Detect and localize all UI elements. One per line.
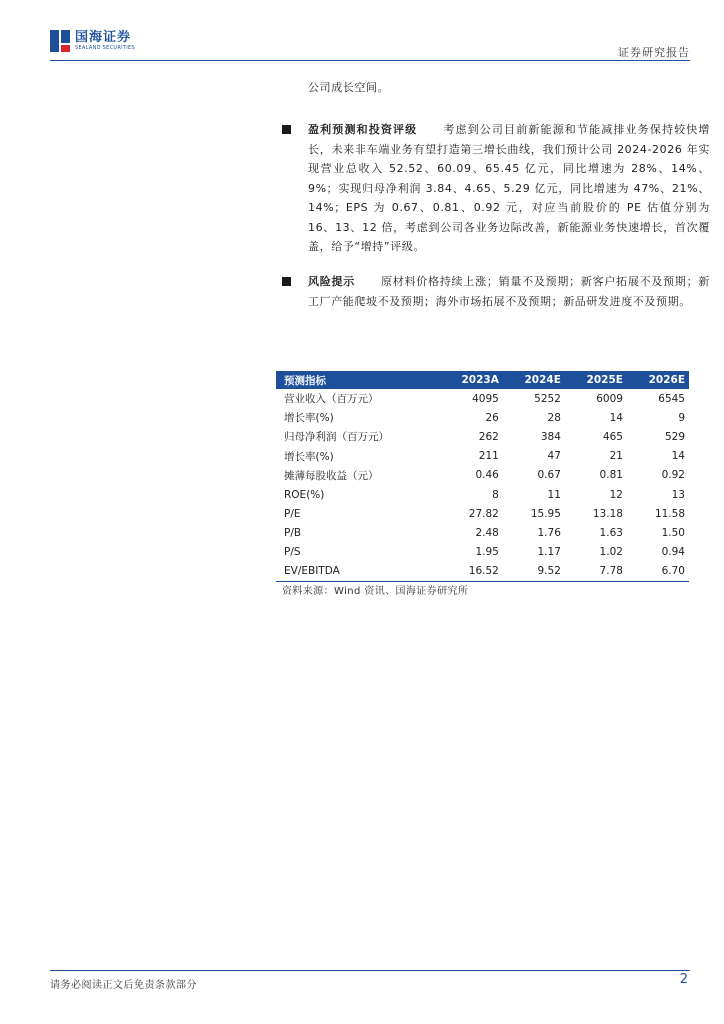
page-number: 2 — [679, 972, 688, 987]
table-cell: 6545 — [658, 392, 685, 405]
logo-name-cn: 国海证券 — [75, 30, 132, 45]
table-cell: 14 — [671, 450, 685, 463]
page-header — [50, 28, 690, 64]
risk-paragraph — [282, 272, 710, 311]
table-cell: 21 — [609, 450, 623, 463]
table-row — [276, 504, 689, 523]
table-cell: 归母净利润（百万元） — [284, 431, 389, 444]
table-cell: 465 — [602, 430, 623, 443]
table-cell: 2.48 — [475, 526, 499, 539]
table-cell: 1.95 — [475, 546, 499, 559]
table-cell: 28 — [547, 411, 561, 424]
table-cell: 384 — [540, 430, 561, 443]
table-cell: 1.76 — [537, 526, 561, 539]
table-cell: 529 — [664, 430, 685, 443]
table-cell: 8 — [492, 488, 499, 501]
risk-text: 原材料价格持续上涨；销量不及预期；新客户拓展不及预期；新工厂产能爬坡不及预期；海外市场拓展不及预期；新品研发进度不及预期。 — [308, 275, 710, 308]
forecast-text: 考虑到公司目前新能源和节能减排业务保持较快增长，未来非车端业务有望打造第三增长曲线，我们预计公司 2024-2026 年实现营业总收入 52.52、60.09、65.45 亿元，同比增速为 28%、14%、9%；实现归母净利润 3.84、4.65、5.29 亿元，同比增速为 47%、21%、14%；EPS 为 0.67、0.81、0.92 元，对应当前股价的 PE 估值分别为 16、13、12 倍，考虑到公司各业务边际改善，新能源业务快速增长，首次覆盖，给予“增持”评级。 — [308, 123, 710, 253]
table-cell: P/S — [284, 546, 301, 559]
table-cell: 1.02 — [599, 546, 623, 559]
table-cell: 13.18 — [592, 507, 623, 520]
table-row — [276, 447, 689, 466]
table-cell: 9 — [678, 411, 685, 424]
table-cell: 15.95 — [530, 507, 561, 520]
table-cell: 7.78 — [565, 562, 627, 582]
table-cell: 0.67 — [537, 469, 561, 482]
table-header-cell: 2024E — [524, 374, 561, 386]
table-cell: 1.50 — [661, 526, 685, 539]
table-cell: 27.82 — [468, 507, 499, 520]
table-cell: 262 — [478, 430, 499, 443]
table-row — [276, 562, 689, 582]
table-cell: 26 — [485, 411, 499, 424]
table-cell: 0.46 — [475, 469, 499, 482]
table-cell: EV/EBITDA — [276, 562, 439, 582]
risk-heading: 风险提示 — [308, 275, 356, 288]
table-header-cell: 2026E — [648, 374, 685, 386]
table-row — [276, 523, 689, 542]
logo-name-en: SEALAND SECURITIES — [75, 45, 135, 51]
continuation-text: 公司成长空间。 — [308, 81, 390, 94]
table-cell: 0.81 — [599, 469, 623, 482]
table-cell: 211 — [478, 450, 499, 463]
table-cell: 12 — [609, 488, 623, 501]
logo-icon — [50, 30, 70, 52]
table-row — [276, 427, 689, 446]
table-source-note: 资料来源：Wind 资讯、国海证券研究所 — [282, 586, 469, 597]
table-cell: 0.94 — [661, 546, 685, 559]
table-row — [276, 543, 689, 562]
table-cell: 13 — [671, 488, 685, 501]
footer-disclaimer: 请务必阅读正文后免责条款部分 — [50, 980, 197, 991]
table-cell: 6.70 — [627, 562, 689, 582]
report-type: 证券研究报告 — [618, 46, 690, 59]
table-header-cell: 2025E — [586, 374, 623, 386]
table-cell: 营业收入（百万元） — [284, 393, 379, 406]
table-header-cell: 2023A — [461, 374, 499, 386]
table-cell: 16.52 — [439, 562, 502, 582]
table-cell: 0.92 — [661, 469, 685, 482]
forecast-heading: 盈利预测和投资评级 — [308, 123, 418, 136]
table-cell: 增长率(%) — [284, 450, 334, 463]
table-row — [276, 485, 689, 504]
table-cell: P/E — [284, 507, 301, 520]
table-cell: 5252 — [534, 392, 561, 405]
table-row — [276, 389, 689, 408]
table-cell: 摊薄每股收益（元） — [284, 469, 379, 482]
header-divider — [50, 60, 690, 61]
table-cell: 11 — [547, 488, 561, 501]
table-cell: 47 — [547, 450, 561, 463]
table-row — [276, 466, 689, 485]
forecast-paragraph — [282, 120, 710, 257]
table-row — [276, 408, 689, 427]
table-cell: 14 — [609, 411, 623, 424]
forecast-table — [276, 371, 689, 582]
table-cell: 4095 — [472, 392, 499, 405]
table-cell: 9.52 — [503, 562, 565, 582]
table-cell: P/B — [284, 526, 302, 539]
table-cell: ROE(%) — [284, 488, 325, 501]
company-logo — [50, 30, 135, 52]
table-cell: 1.63 — [599, 526, 623, 539]
table-cell: 11.58 — [654, 507, 685, 520]
footer-divider — [50, 970, 690, 971]
table-cell: 增长率(%) — [284, 412, 334, 425]
table-cell: 1.17 — [537, 546, 561, 559]
table-header-cell: 预测指标 — [284, 374, 326, 387]
table-header-row — [276, 371, 689, 389]
table-cell: 6009 — [596, 392, 623, 405]
